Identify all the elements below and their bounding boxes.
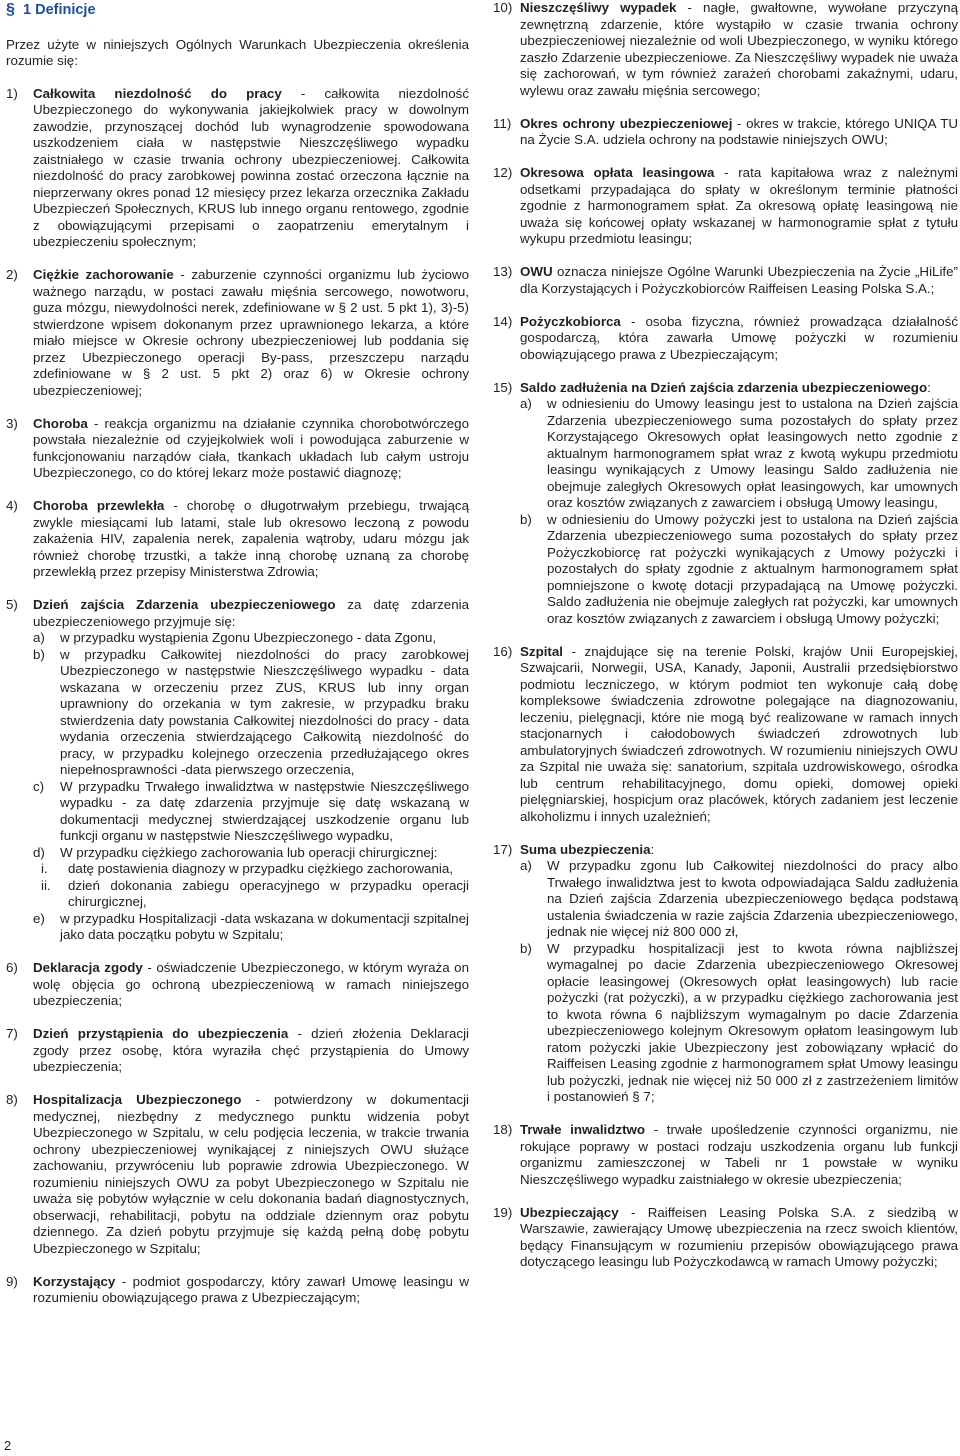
definition-term: Deklaracja zgody <box>33 960 143 975</box>
definitions-list-right <box>493 0 958 1271</box>
subitem-text: w przypadku Hospitalizacji -data wskazana w dokumentacji szpitalnej jako data początku pobytu w Szpitalu; <box>60 910 469 942</box>
definition-term: Choroba przewlekła <box>33 498 165 513</box>
definition-body <box>520 314 958 364</box>
left-column <box>6 0 469 1323</box>
definition-text: - dzień złożenia Deklaracji zgody przez osobę, która wyraziła chęć przystąpienia do Umowy ubezpieczenia; <box>33 1026 470 1074</box>
definition-text: - trwałe upośledzenie czynności organizmu, nie rokujące poprawy w postaci rodzaju uszkodzenia organu lub funkcji organizmu zamieszczonej w Tabeli nr 1 powstałe w wyniku Nieszczęśliwego wypadku zaistniałego w okresie ubezpieczenia; <box>520 1122 959 1187</box>
definition-term: OWU <box>520 264 553 279</box>
definition-number: 17) <box>493 841 513 857</box>
subitem-label: c) <box>33 778 45 794</box>
definition-subitem <box>33 647 469 779</box>
definition-item <box>6 498 469 581</box>
subitem-label: a) <box>520 858 532 873</box>
definition-body <box>520 116 958 149</box>
definition-text: - chorobę o długotrwałym przebiegu, trwającą zwykle miesiącami lub latami, stale lub okresowo leczoną z powodu zakażenia HIV, zapalenia nerek, zapalenia wątroby, udaru mózgu jak również chorobę trzustki, a także inną chorobę uznaną za chorobę przewlekłą przez przepisy Ministerstwa Zdrowia; <box>33 498 469 579</box>
definition-number: 18) <box>493 1122 513 1137</box>
subsubitem-label: ii. <box>41 877 51 893</box>
definition-body <box>520 380 958 397</box>
definition-number: 16) <box>493 643 513 659</box>
definition-item <box>493 314 958 364</box>
definition-term: Trwałe inwalidztwo <box>520 1122 646 1137</box>
definition-number: 1) <box>6 85 18 101</box>
definition-item <box>6 267 469 399</box>
definition-text: - nagłe, gwałtowne, wywołane przyczyną zewnętrzną zdarzenie, które wystąpiło w czasie trwania ochrony ubezpieczeniowej niezależnie od woli Ubezpieczonego, w wyniku którego zaszło Zdarzenie ubezpieczeniowe. Za Nieszczęśliwy wypadek nie uważa się zachorowań, w tym również zarażeń chorobami zakaźnymi, udaru, wylewu oraz zawału mięśnia sercowego; <box>520 0 958 98</box>
definition-text: : <box>650 841 655 857</box>
definition-number: 7) <box>6 1026 18 1041</box>
definition-item <box>493 264 958 297</box>
definition-text: - oświadczenie Ubezpieczonego, w którym wyraża on wolę objęcia go ochroną ubezpieczeniową w ramach niniejszego ubezpieczenia; <box>33 960 469 1008</box>
definition-body <box>33 597 469 630</box>
definition-body <box>520 264 958 297</box>
definition-text: - okres w trakcie, którego UNIQA TU na Życie S.A. udziela ochrony na podstawie niniejszych OWU; <box>520 115 958 147</box>
subitem-text: W przypadku ciężkiego zachorowania lub operacji chirurgicznej: <box>60 844 438 860</box>
subitem-text: W przypadku zgonu lub Całkowitej niezdolności do pracy albo Trwałego inwalidztwa jest to kwota odpowiadająca Saldu zadłużenia na Dzień zajścia Zdarzenia ubezpieczeniowego będąca podstawą ustalenia świadczenia w razie zajścia Zdarzenia ubezpieczeniowego, jednak nie więcej niż 800 000 zł, <box>547 858 958 939</box>
definition-number: 4) <box>6 498 18 513</box>
definition-text: - reakcja organizmu na działanie czynnika chorobotwórczego powstała niezależnie od czyjejkolwiek woli i powodująca zaburzenie w funkcjonowaniu narządów ciała, tkankach układach lub całym ustroju Ubezpieczonego, co do której lekarz może postawić diagnozę; <box>33 415 469 480</box>
definition-term: Dzień przystąpienia do ubezpieczenia <box>33 1026 289 1041</box>
definition-number: 8) <box>6 1092 18 1107</box>
definition-subitem <box>520 941 958 1106</box>
definition-item <box>6 416 469 482</box>
section-title: 1 Definicje <box>23 2 96 18</box>
subitem-label: a) <box>520 396 532 411</box>
definition-body <box>520 1205 958 1271</box>
definition-number: 15) <box>493 379 513 395</box>
definition-body <box>520 165 958 248</box>
definition-item <box>493 644 958 826</box>
definition-number: 13) <box>493 264 513 279</box>
subitem-label: e) <box>33 910 45 926</box>
definition-term: Choroba <box>33 415 88 431</box>
definition-number: 2) <box>6 267 18 282</box>
definition-number: 14) <box>493 313 513 329</box>
definition-item <box>493 116 958 149</box>
definition-term: Nieszczęśliwy wypadek <box>520 0 677 15</box>
definition-term: Całkowita niezdolność do pracy <box>33 85 282 101</box>
subitem-label: d) <box>33 844 45 860</box>
page-number: 2 <box>4 1438 12 1453</box>
subitem-text: W przypadku Trwałego inwalidztwa w następstwie Nieszczęśliwego wypadku - za datę zdarzenia przyjmuje się datę wskazaną w dokumentacji medycznej stwierdzającej uszkodzenie organu lub funkcji organu w następstwie Nieszczęśliwego wypadku, <box>60 778 469 843</box>
definition-subitem <box>520 512 958 628</box>
definitions-list-left <box>6 86 469 1307</box>
definition-item <box>6 597 469 944</box>
definition-text: - potwierdzony w dokumentacji medycznej, niezbędny z medycznego punktu widzenia pobyt Ubezpieczonego w Szpitalu, w celu podjęcia leczenia, w trakcie trwania ochrony ubezpieczeniowej wynikającej z niniejszych OWU służące zachowaniu, przywróceniu lub poprawie zdrowia Ubezpieczonego. W rozumieniu niniejszych OWU za pobyt Ubezpieczonego w Szpitalu nie uważa się pobytów wyłącznie w celu dokonania badań diagnostycznych, obserwacji, rehabilitacji, pobytu na oddziale dziennym oraz pobytu dziennego. Za dzień pobytu przyjmuje się każdą pełną dobę pobytu Ubezpieczonego w Szpitalu; <box>33 1092 470 1256</box>
definition-body <box>33 267 469 399</box>
definition-term: Okresowa opłata leasingowa <box>520 165 715 180</box>
definition-body <box>33 1026 469 1076</box>
definition-number: 19) <box>493 1204 513 1220</box>
definition-item <box>6 1274 469 1307</box>
subitem-text: w przypadku wystąpienia Zgonu Ubezpieczonego - data Zgonu, <box>60 630 437 645</box>
definition-item <box>6 960 469 1010</box>
section-sign: § <box>6 1 15 18</box>
definition-term: Ciężkie zachorowanie <box>33 267 174 282</box>
definition-number: 9) <box>6 1273 18 1289</box>
subitem-label: b) <box>520 511 532 527</box>
definition-term: Suma ubezpieczenia <box>520 841 651 857</box>
subitem-label: b) <box>520 940 532 956</box>
definition-text: - całkowita niezdolność Ubezpieczonego do wykonywania jakiejkolwiek pracy w dowolnym zawodzie, przynoszącej dochód lub wynagrodzenie spowodowana uszkodzeniem ciała w następstwie Nieszczęśliwego wypadku zaistniałego w czasie trwania ochrony ubezpieczeniowej. Całkowita niezdolność do pracy zarobkowej powinna zostać orzeczona łącznie na nieprzerwany okres ponad 12 miesięcy przez lekarza orzecznika Zakładu Ubezpieczeń Społecznych, KRUS lub innego organu rentowego, zgodnie z obowiązującymi przepisami o zaopatrzeniu emerytalnym i ubezpieczeniu społecznym; <box>33 85 469 249</box>
definition-item <box>6 1026 469 1076</box>
subitem-text: w przypadku Całkowitej niezdolności do pracy zarobkowej Ubezpieczonego w następstwie Nieszczęśliwego wypadku - data wskazana w orzeczeniu przez ZUS, KRUS lub inny organ uprawniony do orzekania w tym zakresie, w przypadku braku stwierdzenia daty powstania Całkowitej niezdolności do pracy - data wydania orzeczenia stwierdzającego Całkowitą niezdolność do pracy, w przypadku kolejnego orzeczenia przedłużającego okres niepełnosprawności -data pierwszego orzeczenia, <box>60 646 469 777</box>
section-heading <box>6 2 469 19</box>
definition-subsubitem <box>33 861 469 878</box>
definition-term: Korzystający <box>33 1273 116 1289</box>
definition-number: 12) <box>493 165 513 180</box>
definition-number: 6) <box>6 960 18 975</box>
definition-number: 3) <box>6 415 18 431</box>
intro-paragraph: Przez użyte w niniejszych Ogólnych Warunkach Ubezpieczenia określenia rozumie się: <box>6 36 469 68</box>
definition-body <box>33 498 469 581</box>
definition-item <box>6 1092 469 1257</box>
definition-subitem <box>520 396 958 512</box>
right-column <box>493 0 958 1287</box>
definition-text: - zaburzenie czynności organizmu lub życiowo ważnego narządu, w postaci zawału mięśnia sercowego, nowotworu, guza mózgu, niewydolności nerek, zdefiniowane w § 2 ust. 5 pkt 1), 3)-5) stwierdzone wpisem dokonanym przez uprawnionego lekarza, a które miało miejsce w Okresie ochrony ubezpieczeniowej lub poddania się przez Ubezpieczonego operacji By-pass, przeszczepu narządu zdefiniowane w § 2 ust. 5 pkt 2) oraz 6) w Okresie ochrony ubezpieczeniowej; <box>33 267 470 398</box>
definition-body <box>33 1274 469 1307</box>
subitem-text: w odniesieniu do Umowy pożyczki jest to ustalona na Dzień zajścia Zdarzenia ubezpieczeniowego suma pozostałych do spłaty przez Pożyczkobiorcę rat pożyczki wynikających z Umowy pożyczki i pozostałych do spłaty zgodnie z aktualnym harmonogramem spłat pomniejszone o kwotę dotacji przypadającą na Umowę pożyczki. Saldo zadłużenia nie obejmuje zaległych rat pożyczki, kar umownych oraz kosztów związanych z zawarciem i obsługą Umowy pożyczki; <box>547 511 958 626</box>
definition-text: - rata kapitałowa wraz z należnymi odsetkami przypadająca do spłaty w określonym terminie płatności zgodnie z harmonogramem spłat. Za okresową opłatę leasingową nie uważa się końcowej opłaty wskazanej w harmonogramie spłat z tytułu wykupu przedmiotu leasingu; <box>520 165 958 246</box>
definition-subitem <box>33 845 469 862</box>
definition-subitem <box>33 779 469 845</box>
subitem-label: a) <box>33 630 45 645</box>
definition-item <box>493 842 958 1106</box>
definition-subsubitem <box>33 878 469 911</box>
subitem-label: b) <box>33 646 45 662</box>
subsubitem-text: datę postawienia diagnozy w przypadku ciężkiego zachorowania, <box>68 861 453 876</box>
definition-term: Okres ochrony ubezpieczeniowej <box>520 115 733 131</box>
definition-item <box>493 165 958 248</box>
definition-subitem <box>33 911 469 944</box>
definition-term: Ubezpieczający <box>520 1204 619 1220</box>
definition-text: - znajdujące się na terenie Polski, krajów Unii Europejskiej, Szwajcarii, Norwegii, USA, Kanady, Japonii, Australii przedsiębiorstwo podmiotu leczniczego, w którym podmiot ten wykonuje całą dobę kompleksowe świadczenia zdrowotne polegające na diagnozowaniu, leczeniu, pielęgnacji, które nie mogą być realizowane w ramach innych stacjonarnych i całodobowych świadczeń zdrowotnych lub ambulatoryjnych świadczeń zdrowotnych. W rozumieniu niniejszych OWU za Szpital nie uważa się: sanatorium, szpitala uzdrowiskowego, ośrodka lub centrum rehabilitacyjnego, domu opieki, domowej opieki pielęgniarskiej, hospicjum oraz placówek, których zadaniem jest leczenie alkoholizmu i innych uzależnień; <box>520 643 958 824</box>
definition-item <box>6 86 469 251</box>
definition-text: oznacza niniejsze Ogólne Warunki Ubezpieczenia na Życie „HiLife” dla Korzystających i Pożyczkobiorców Raiffeisen Leasing Polska S.A.; <box>520 264 958 296</box>
definition-body <box>33 960 469 1010</box>
definition-item <box>493 1205 958 1271</box>
subitem-text: W przypadku hospitalizacji jest to kwota równa najbliższej wymagalnej po dacie Zdarzenia ubezpieczeniowego Okresowej opłacie leasingowej (Okresowych opłat leasingowych) lub racie pożyczki (rat pożyczki), a w przypadku ciężkiego zachorowania jest to kwota równa 6 najbliższym wymagalnym po dacie Zdarzenia ubezpieczeniowego kolejnym Okresowym opłatom leasingowym lub ratom pożyczki jakie Ubezpieczony jest zobowiązany wpłacić do Raiffeisen Leasing zgodnie z harmonogramem spłat Umowy leasingu lub pożyczki, jednak nie więcej niż 50 000 zł z zastrzeżeniem limitów i postanowień § 7; <box>547 940 958 1104</box>
subitem-text: w odniesieniu do Umowy leasingu jest to ustalona na Dzień zajścia Zdarzenia ubezpieczeniowego suma pozostałych do spłaty przez Korzystającego Okresowych opłat leasingowych netto zgodnie z aktualnym harmonogramem spłat wraz z kwotą wykupu przedmiotu leasingu wynikających z Umowy leasingu Saldo zadłużenia nie obejmuje zaległych Okresowych opłat leasingowych, kar umownych oraz kosztów związanych z zawarciem i obsługą Umowy leasingu, <box>547 396 958 510</box>
definition-subitem <box>520 858 958 941</box>
definition-text: - podmiot gospodarczy, który zawarł Umowę leasingu w rozumieniu obowiązującego prawa z Ubezpieczającym; <box>33 1273 469 1305</box>
definition-number: 11) <box>493 115 512 131</box>
definition-term: Szpital <box>520 643 564 659</box>
definition-body <box>520 842 958 859</box>
definition-body <box>520 644 958 826</box>
definition-subitem <box>33 630 469 647</box>
definition-body <box>520 1122 958 1188</box>
definition-item <box>493 1122 958 1188</box>
definition-term: Dzień zajścia Zdarzenia ubezpieczeniowego <box>33 597 336 612</box>
subsubitem-text: dzień dokonania zabiegu operacyjnego w przypadku operacji chirurgicznej, <box>68 877 469 909</box>
definition-body <box>33 416 469 482</box>
definition-body <box>33 1092 469 1257</box>
definition-text: - osoba fizyczna, również prowadząca działalność gospodarczą, która zawarła Umowę pożyczki w rozumieniu obowiązującego prawa z Ubezpieczającym; <box>520 313 958 362</box>
definition-text: : <box>927 379 931 395</box>
definition-number: 10) <box>493 0 513 15</box>
definition-number: 5) <box>6 597 18 612</box>
definition-item <box>493 0 958 99</box>
definition-term: Hospitalizacja Ubezpieczonego <box>33 1092 242 1107</box>
definition-term: Pożyczkobiorca <box>520 313 621 329</box>
definition-body <box>520 0 958 99</box>
definition-term: Saldo zadłużenia na Dzień zajścia zdarzenia ubezpieczeniowego <box>520 379 928 395</box>
definition-text: za datę zdarzenia ubezpieczeniowego przyjmuje się: <box>33 597 469 629</box>
definition-text: - Raiffeisen Leasing Polska S.A. z siedzibą w Warszawie, zawierający Umowę ubezpieczenia na rzecz swoich klientów, będący Finansującym w rozumieniu przepisów obowiązującego prawa dotyczącego leasingu lub Pożyczkodawcą w ramach Umowy pożyczki; <box>520 1204 958 1269</box>
subsubitem-label: i. <box>41 861 48 876</box>
definition-item <box>493 380 958 628</box>
definition-body <box>33 86 469 251</box>
